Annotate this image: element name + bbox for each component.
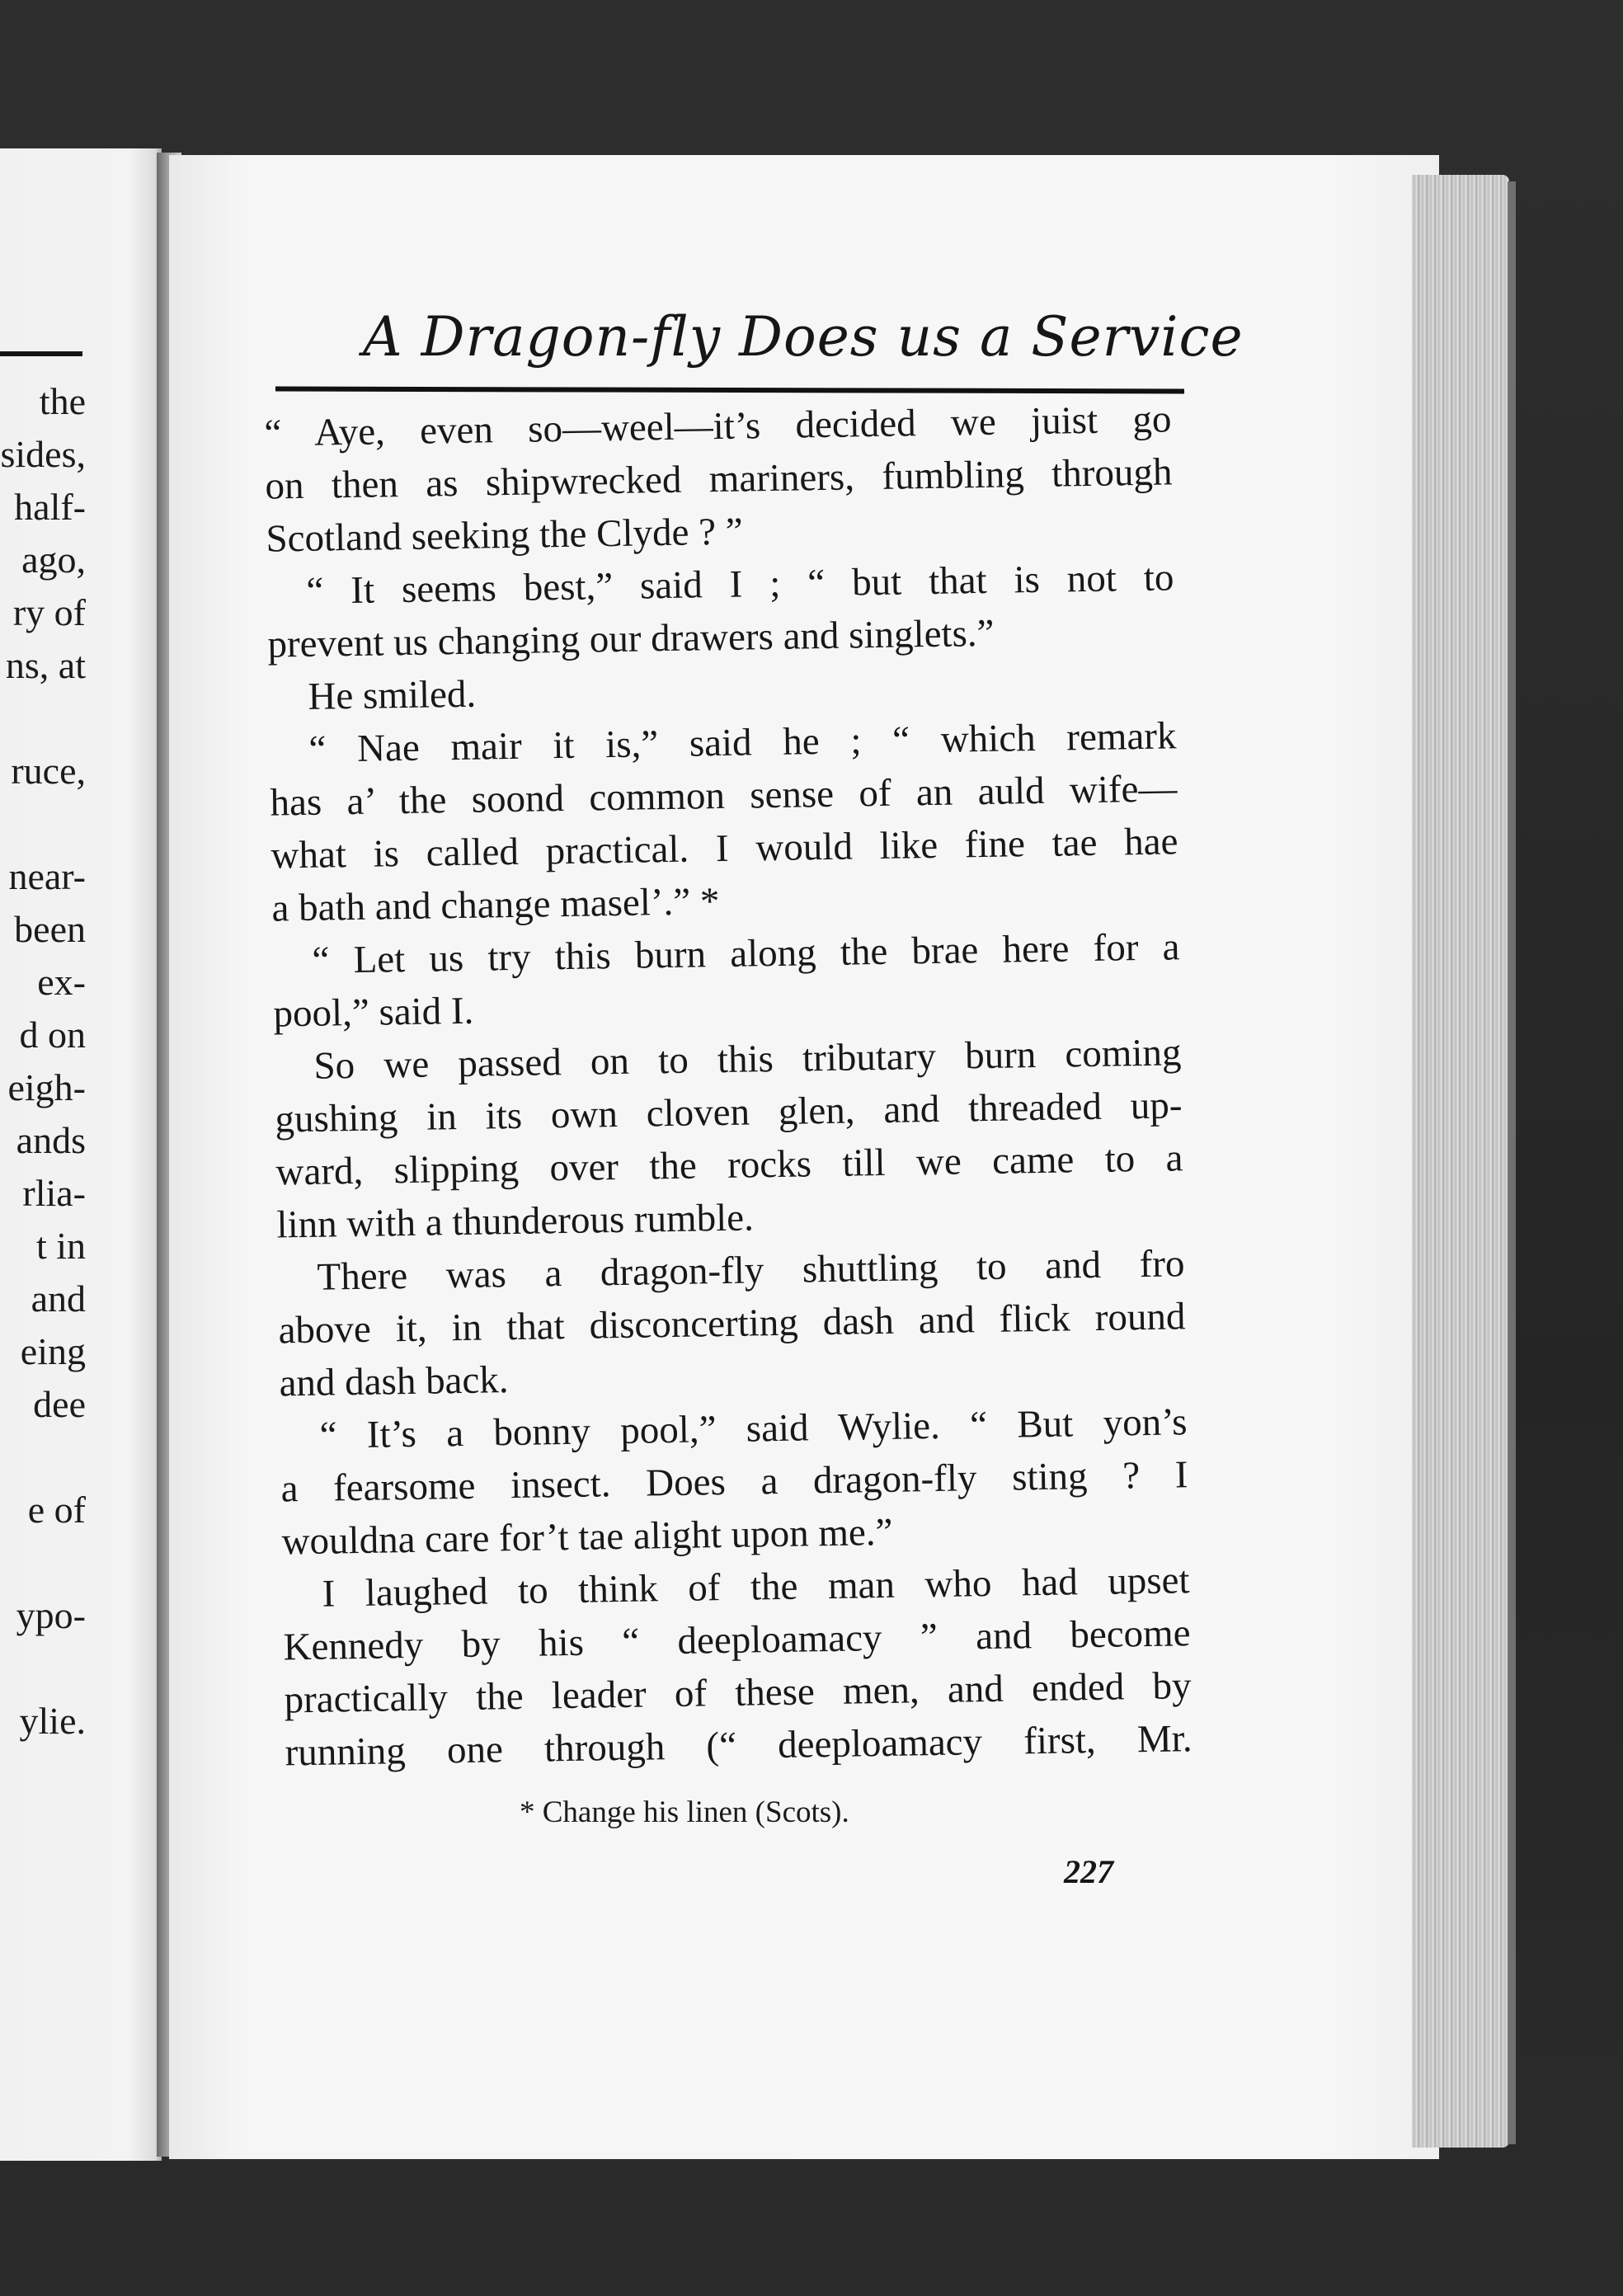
- text-line: on then as shipwrecked mariners, fumbling through: [265, 450, 1173, 508]
- footnote: * Change his linen (Scots).: [520, 1795, 849, 1829]
- left-page-fragment: ry of: [12, 591, 86, 633]
- page-edge-shadow: [1508, 181, 1516, 2144]
- text-line: I laughed to think of the man who had upset: [322, 1559, 1190, 1616]
- text-line: There was a dragon-fly shuttling to and fro: [317, 1242, 1185, 1299]
- left-page-fragment: t in: [35, 1225, 86, 1267]
- text-line: running one through (“ deeploamacy first, Mr.: [285, 1717, 1193, 1775]
- text-line: practically the leader of these men, and ended by: [284, 1664, 1192, 1722]
- text-line: gushing in its own cloven glen, and threaded up-: [275, 1084, 1183, 1141]
- left-page-fragment: half-: [14, 486, 86, 528]
- left-page-fragment: the: [39, 380, 86, 422]
- left-page-fragment: eigh-: [7, 1066, 86, 1108]
- text-line: Kennedy by his “ deeploamacy ” and become: [283, 1611, 1191, 1669]
- left-page-fragment: sides,: [0, 433, 86, 475]
- left-page-fragment: ns, at: [5, 644, 86, 686]
- text-line: what is called practical. I would like fine tae hae: [270, 820, 1178, 877]
- text-line: “ It’s a bonny pool,” said Wylie. “ But yon’s: [319, 1400, 1188, 1457]
- left-facing-page: [0, 148, 162, 2161]
- text-line: and dash back.: [279, 1358, 509, 1405]
- left-page-fragment: ands: [16, 1119, 86, 1161]
- left-page-fragment: d on: [19, 1014, 86, 1056]
- page-edges: [1412, 175, 1509, 2148]
- text-line: pool,” said I.: [273, 989, 474, 1036]
- page-number: 227: [1064, 1853, 1113, 1890]
- text-line: “ Nae mair it is,” said he ; “ which remark: [308, 714, 1177, 771]
- text-line: So we passed on to this tributary burn coming: [313, 1031, 1182, 1088]
- text-line: has a’ the soond common sense of an auld wife—: [270, 767, 1178, 825]
- left-page-fragment: near-: [8, 855, 86, 897]
- left-page-fragment: ylie.: [19, 1700, 86, 1742]
- text-line: prevent us changing our drawers and singlets.”: [267, 611, 995, 666]
- text-line: a fearsome insect. Does a dragon-fly sting ? I: [280, 1453, 1188, 1511]
- text-line: above it, in that disconcerting dash and flick round: [278, 1295, 1186, 1353]
- left-page-fragment: rlia-: [22, 1172, 86, 1214]
- left-page-fragment: dee: [33, 1383, 86, 1425]
- left-page-fragment: been: [14, 908, 86, 950]
- text-line: a bath and change masel’.” *: [271, 880, 720, 930]
- text-line: “ Aye, even so—weel—it’s decided we juist go: [264, 398, 1172, 455]
- left-page-rule: [0, 351, 82, 356]
- left-page-fragment: e of: [27, 1489, 86, 1531]
- left-page-fragment: and: [31, 1277, 86, 1320]
- left-page-fragment: ago,: [21, 539, 86, 581]
- running-head: A Dragon-fly Does us a Service: [363, 305, 1244, 369]
- left-page-fragment: ex-: [37, 961, 86, 1003]
- text-line: ward, slipping over the rocks till we came to a: [275, 1136, 1183, 1194]
- text-line: “ It seems best,” said I ; “ but that is not to: [306, 556, 1174, 613]
- text-line: “ Let us try this burn along the brae here for a: [312, 925, 1180, 982]
- left-page-fragment: ruce,: [11, 750, 86, 792]
- left-page-fragment: eing: [20, 1330, 86, 1372]
- text-line: He smiled.: [308, 672, 477, 718]
- left-page-fragment: ypo-: [16, 1594, 86, 1636]
- text-line: Scotland seeking the Clyde ? ”: [266, 510, 744, 561]
- text-line: wouldna care for’t tae alight upon me.”: [281, 1510, 893, 1564]
- text-line: linn with a thunderous rumble.: [276, 1196, 755, 1247]
